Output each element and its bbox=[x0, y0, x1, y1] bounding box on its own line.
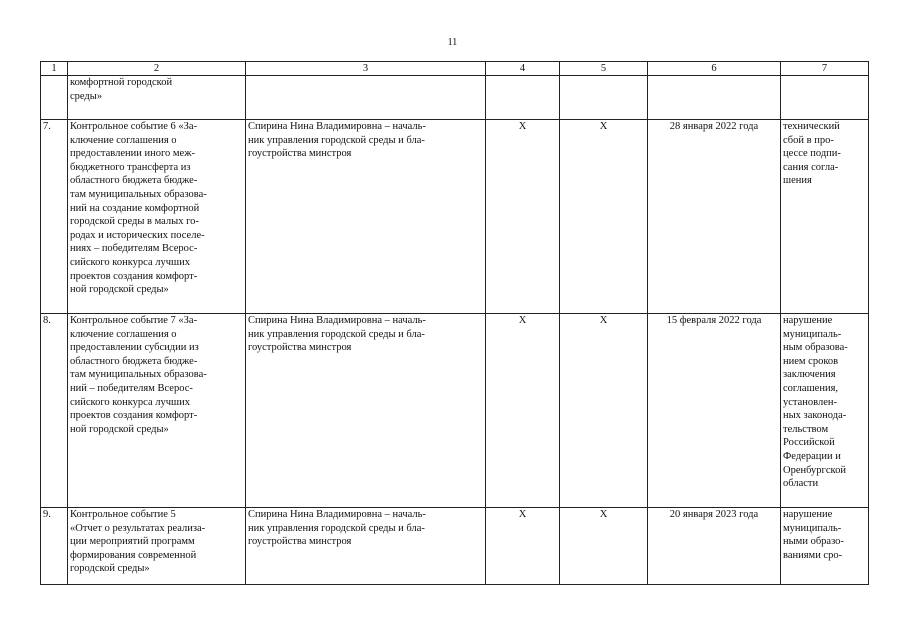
note-line: Российской bbox=[783, 437, 835, 449]
note-line: Оренбургской bbox=[783, 464, 846, 476]
event-line: среды» bbox=[70, 90, 103, 102]
responsible-line: ник управления городской среды и бла- bbox=[248, 134, 425, 146]
header-cell-2: 2 bbox=[68, 62, 246, 76]
continuation-row bbox=[41, 76, 869, 120]
event-line: «Отчет о результатах реализа- bbox=[70, 522, 206, 534]
responsible-line: ник управления городской среды и бла- bbox=[248, 328, 425, 340]
cell-num bbox=[41, 76, 68, 120]
cell-date: 20 января 2023 года bbox=[648, 508, 781, 585]
header-cell-6: 6 bbox=[648, 62, 781, 76]
event-line: формирования современной bbox=[70, 549, 197, 561]
cell-date: 15 февраля 2022 года bbox=[648, 314, 781, 508]
cell-num: 8. bbox=[41, 314, 68, 508]
cell-responsible bbox=[246, 314, 486, 508]
event-line: городской среды в малых го- bbox=[70, 216, 199, 228]
header-cell-1: 1 bbox=[41, 62, 68, 76]
cell-responsible bbox=[246, 76, 486, 120]
event-line: Контрольное событие 7 «За- bbox=[70, 315, 198, 326]
cell-note bbox=[781, 120, 869, 314]
cell-event bbox=[68, 508, 246, 585]
cell-col5: Х bbox=[560, 314, 648, 508]
cell-col4: Х bbox=[486, 120, 560, 314]
note-line: нием сроков bbox=[783, 355, 839, 367]
note-line: муниципаль- bbox=[783, 328, 842, 340]
table-row bbox=[41, 120, 869, 314]
event-line: предоставлении субсидии из bbox=[70, 342, 199, 354]
event-line: ции мероприятий программ bbox=[70, 536, 195, 548]
note-line: установлен- bbox=[783, 396, 837, 408]
event-line: там муниципальных образова- bbox=[70, 188, 207, 200]
header-cell-5: 5 bbox=[560, 62, 648, 76]
event-line: ключение соглашения о bbox=[70, 328, 177, 340]
note-line: ными образо- bbox=[783, 536, 844, 548]
responsible-line: Спирина Нина Владимировна – началь- bbox=[248, 315, 426, 326]
cell-note bbox=[781, 314, 869, 508]
note-line: муниципаль- bbox=[783, 522, 842, 534]
cell-date bbox=[648, 76, 781, 120]
event-line: ний – победителям Всерос- bbox=[70, 382, 193, 394]
cell-event bbox=[68, 314, 246, 508]
cell-num: 7. bbox=[41, 120, 68, 314]
event-line: Контрольное событие 5 bbox=[70, 509, 176, 520]
header-cell-7: 7 bbox=[781, 62, 869, 76]
note-line: нарушение bbox=[783, 509, 833, 520]
cell-col4: Х bbox=[486, 508, 560, 585]
table-row bbox=[41, 314, 869, 508]
cell-event bbox=[68, 120, 246, 314]
event-line: ключение соглашения о bbox=[70, 134, 177, 146]
note-line: цессе подпи- bbox=[783, 148, 841, 160]
cell-col4: Х bbox=[486, 314, 560, 508]
cell-note bbox=[781, 508, 869, 585]
cell-col4 bbox=[486, 76, 560, 120]
event-line: проектов создания комфорт- bbox=[70, 270, 198, 282]
note-line: ным образова- bbox=[783, 342, 848, 354]
note-line: шения bbox=[783, 175, 812, 187]
page-number: 11 bbox=[447, 37, 458, 48]
table-row bbox=[41, 508, 869, 585]
event-line: ной городской среды» bbox=[70, 284, 169, 296]
cell-col5: Х bbox=[560, 120, 648, 314]
header-cell-4: 4 bbox=[486, 62, 560, 76]
note-line: технический bbox=[783, 121, 840, 132]
cell-date: 28 января 2022 года bbox=[648, 120, 781, 314]
note-line: Федерации и bbox=[783, 450, 841, 462]
event-line: ной городской среды» bbox=[70, 423, 169, 435]
note-line: ваниями сро- bbox=[783, 549, 843, 561]
cell-col5 bbox=[560, 76, 648, 120]
events-table bbox=[40, 61, 869, 585]
event-line: сийского конкурса лучших bbox=[70, 396, 190, 408]
cell-responsible bbox=[246, 120, 486, 314]
event-line: комфортной городской bbox=[70, 77, 173, 88]
event-line: бюджетного трансферта из bbox=[70, 161, 191, 173]
cell-col5: Х bbox=[560, 508, 648, 585]
event-line: ний на создание комфортной bbox=[70, 202, 200, 214]
note-line: тельством bbox=[783, 423, 829, 435]
note-line: нарушение bbox=[783, 315, 833, 326]
responsible-line: гоустройства минстроя bbox=[248, 342, 352, 354]
event-line: областного бюджета бюдже- bbox=[70, 355, 198, 367]
event-line: предоставлении иного меж- bbox=[70, 148, 195, 160]
event-line: городской среды» bbox=[70, 563, 150, 575]
header-cell-3: 3 bbox=[246, 62, 486, 76]
responsible-line: ник управления городской среды и бла- bbox=[248, 522, 425, 534]
note-line: соглашения, bbox=[783, 382, 839, 394]
event-line: областного бюджета бюдже- bbox=[70, 175, 198, 187]
event-line: ниях – победителям Всерос- bbox=[70, 243, 198, 255]
cell-responsible bbox=[246, 508, 486, 585]
event-line: там муниципальных образова- bbox=[70, 369, 207, 381]
responsible-line: Спирина Нина Владимировна – началь- bbox=[248, 121, 426, 132]
event-line: сийского конкурса лучших bbox=[70, 256, 190, 268]
cell-num: 9. bbox=[41, 508, 68, 585]
note-line: сания согла- bbox=[783, 161, 839, 173]
note-line: области bbox=[783, 478, 819, 490]
responsible-line: Спирина Нина Владимировна – началь- bbox=[248, 509, 426, 520]
event-line: Контрольное событие 6 «За- bbox=[70, 121, 198, 132]
cell-event bbox=[68, 76, 246, 120]
cell-note bbox=[781, 76, 869, 120]
note-line: сбой в про- bbox=[783, 134, 834, 146]
responsible-line: гоустройства минстроя bbox=[248, 148, 352, 160]
event-line: родах и исторических поселе- bbox=[70, 229, 205, 241]
note-line: ных законода- bbox=[783, 410, 847, 422]
responsible-line: гоустройства минстроя bbox=[248, 536, 352, 548]
header-row bbox=[41, 62, 869, 76]
note-line: заключения bbox=[783, 369, 836, 381]
event-line: проектов создания комфорт- bbox=[70, 410, 198, 422]
